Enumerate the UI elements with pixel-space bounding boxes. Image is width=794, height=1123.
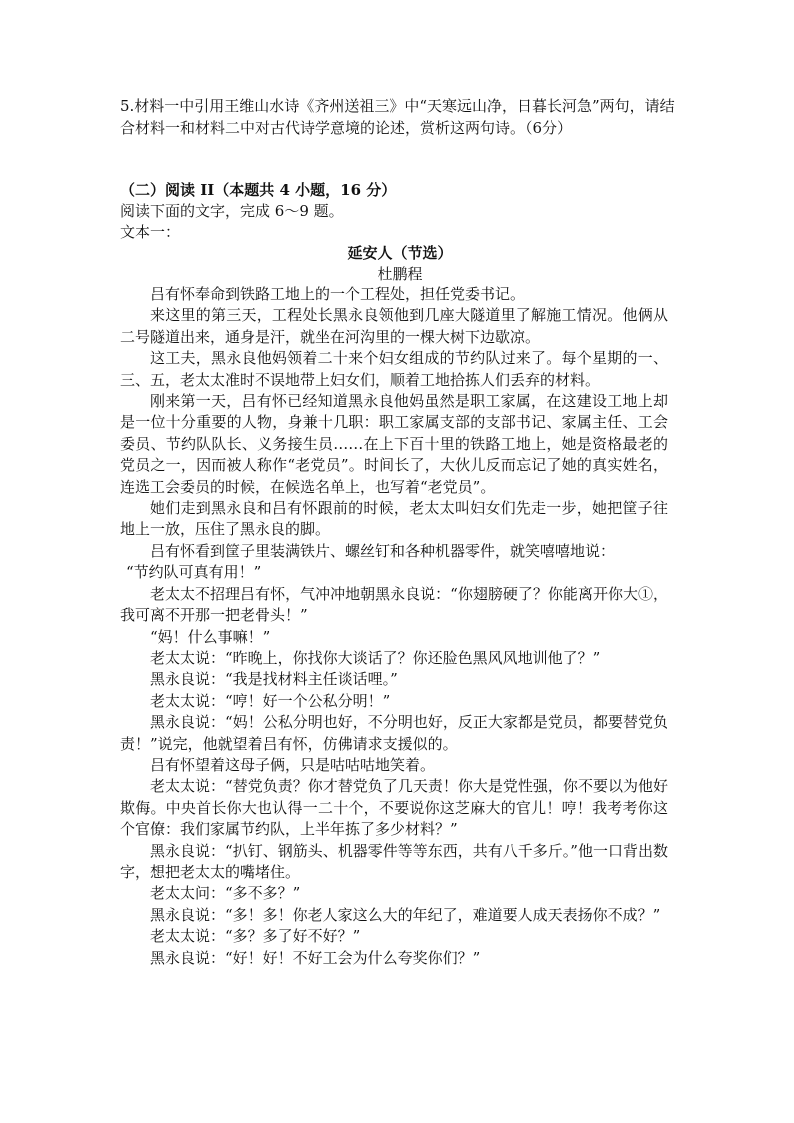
paragraph: 来这里的第三天，工程处长黑永良领他到几座大隧道里了解施工情况。他俩从二号隧道出来，通身是汗，就坐在河沟里的一棵大树下边歇凉。 bbox=[120, 306, 668, 346]
paragraph: 黑永良说：“扒钉、钢筋头、机器零件等等东西，共有八千多斤。”他一口背出数字，想把老太太的嘴堵住。 bbox=[120, 841, 668, 881]
paragraph: 吕有怀望着这母子俩，只是咕咕咕地笑着。 bbox=[150, 755, 436, 774]
paragraph: 刚来第一天，吕有怀已经知道黑永良他妈虽然是职工家属，在这建设工地上却是一位十分重要的人物，身兼十几职：职工家属支部的支部书记、家属主任、工会委员、节约队队长、义务接生员……在上下百十里的铁路工地上，她是资格最老的党员之一，因而被人称作“老党员”。时间长了，大伙儿反而忘记了她的真实姓名，连选工会委员的时候，在候选名单上，也写着“老党员”。 bbox=[120, 392, 668, 496]
paragraph: 黑永良说：“多！多！你老人家这么大的年纪了，难道要人成天表扬你不成？” bbox=[150, 905, 661, 924]
paragraph: “节约队可真有用！” bbox=[126, 563, 262, 582]
article-title: 延安人（节选） bbox=[347, 244, 453, 262]
paragraph: 老太太说：“昨晚上，你找你大谈话了？你还脸色黑风风地训他了？” bbox=[150, 648, 601, 667]
paragraph: 老太太说：“替党负责？你才替党负了几天责！你大是党性强，你不要以为他好欺侮。中央首长你大也认得一二十个，不要说你这芝麻大的官儿！哼！我考考你这个官僚：我们家属节约队，上半年拣了多少材料？” bbox=[120, 777, 668, 839]
question-5: 5.材料一中引用王维山水诗《齐州送祖三》中“天寒远山净，日暮长河急”两句，请结合材料一和材料二中对古代诗学意境的论述，赏析这两句诗。（6分） bbox=[120, 97, 675, 137]
paragraph: 黑永良说：“妈！公私分明也好，不分明也好，反正大家都是党员，都要替党负责！”说完，他就望着吕有怀，仿佛请求支援似的。 bbox=[120, 713, 668, 753]
paragraph: “妈！什么事嘛！” bbox=[150, 627, 271, 646]
paragraph: 吕有怀奉命到铁路工地上的一个工程处，担任党委书记。 bbox=[150, 285, 526, 303]
article-body bbox=[120, 284, 668, 969]
paragraph: 她们走到黑永良和吕有怀跟前的时候，老太太叫妇女们先走一步，她把筐子往地上一放，压住了黑永良的脚。 bbox=[120, 499, 668, 539]
text-label: 文本一： bbox=[120, 223, 181, 241]
section-heading: （二）阅读 II（本题共 4 小题，16 分） bbox=[120, 181, 397, 199]
paragraph: 老太太说：“多？多了好不好？” bbox=[150, 927, 361, 946]
paragraph: 老太太问：“多不多？” bbox=[150, 884, 301, 903]
paragraph: 这工夫，黑永良他妈领着二十来个妇女组成的节约队过来了。每个星期的一、三、五，老太太准时不误地带上妇女们，顺着工地拾拣人们丢弃的材料。 bbox=[120, 349, 668, 389]
instruction: 阅读下面的文字，完成 6～9 题。 bbox=[120, 202, 344, 220]
paragraph: 吕有怀看到筐子里装满铁片、螺丝钉和各种机器零件，就笑嘻嘻地说： bbox=[150, 541, 616, 560]
paragraph: 黑永良说：“好！好！不好工会为什么夸奖你们？” bbox=[150, 948, 481, 967]
article-author: 杜鹏程 bbox=[377, 265, 423, 283]
paragraph: 老太太不招理吕有怀，气冲冲地朝黑永良说：“你翅膀硬了？你能离开你大①，我可离不开那一把老骨头！” bbox=[120, 584, 668, 625]
paragraph: 老太太说：“哼！好一个公私分明！” bbox=[150, 691, 391, 710]
paragraph: 黑永良说：“我是找材料主任谈话哩。” bbox=[150, 670, 398, 689]
